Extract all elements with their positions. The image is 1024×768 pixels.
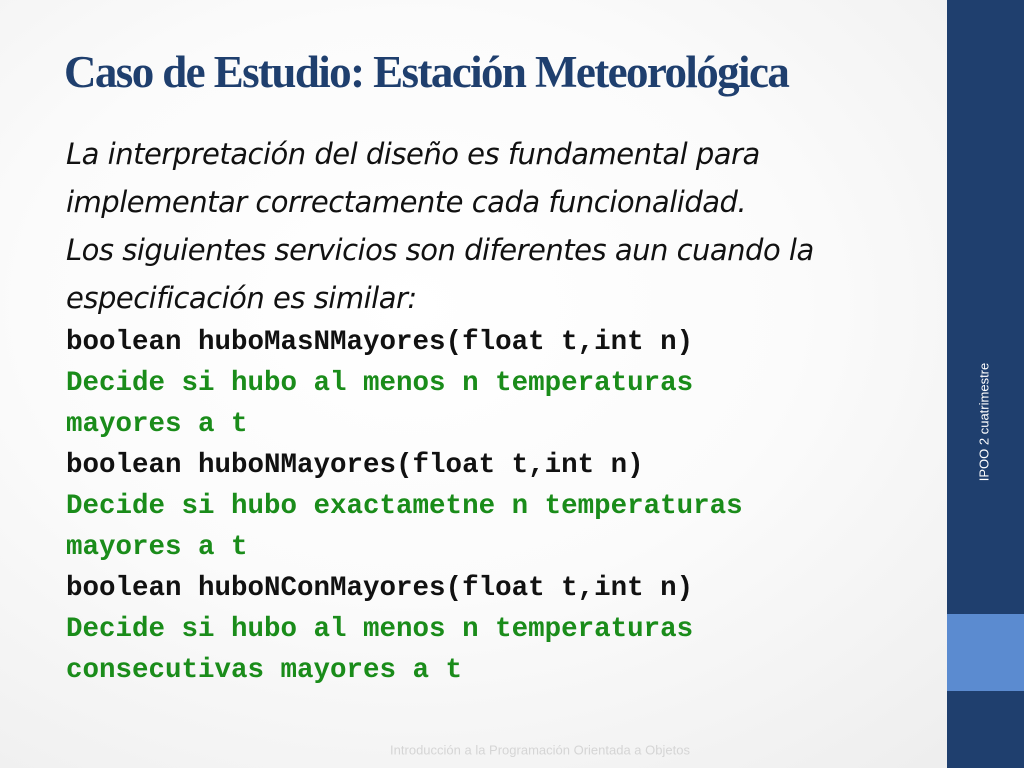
slide-footer: Introducción a la Programación Orientada a Objetos bbox=[390, 742, 690, 758]
service-description-line: Decide si hubo al menos n temperaturas bbox=[66, 614, 694, 645]
service-description-line: mayores a t bbox=[66, 532, 248, 563]
service-signature: boolean huboNConMayores(float t,int n) bbox=[66, 573, 694, 604]
intro-line: especificación es similar: bbox=[66, 281, 417, 315]
service-description-line: Decide si hubo al menos n temperaturas bbox=[66, 368, 694, 399]
intro-line: La interpretación del diseño es fundamental para bbox=[66, 137, 760, 171]
sidebar-accent-block bbox=[947, 614, 1024, 691]
intro-line: Los siguientes servicios son diferentes aun cuando la bbox=[66, 233, 814, 267]
service-signature: boolean huboNMayores(float t,int n) bbox=[66, 450, 644, 481]
intro-line: implementar correctamente cada funcionalidad. bbox=[66, 185, 747, 219]
service-description-line: consecutivas mayores a t bbox=[66, 655, 463, 686]
service-signature: boolean huboMasNMayores(float t,int n) bbox=[66, 327, 694, 358]
service-description-line: Decide si hubo exactametne n temperaturas bbox=[66, 491, 743, 522]
sidebar-label: IPOO 2 cuatrimestre bbox=[976, 362, 992, 482]
service-description-line: mayores a t bbox=[66, 409, 248, 440]
slide-body bbox=[66, 130, 936, 691]
slide-title: Caso de Estudio: Estación Meteorológica bbox=[64, 47, 789, 97]
